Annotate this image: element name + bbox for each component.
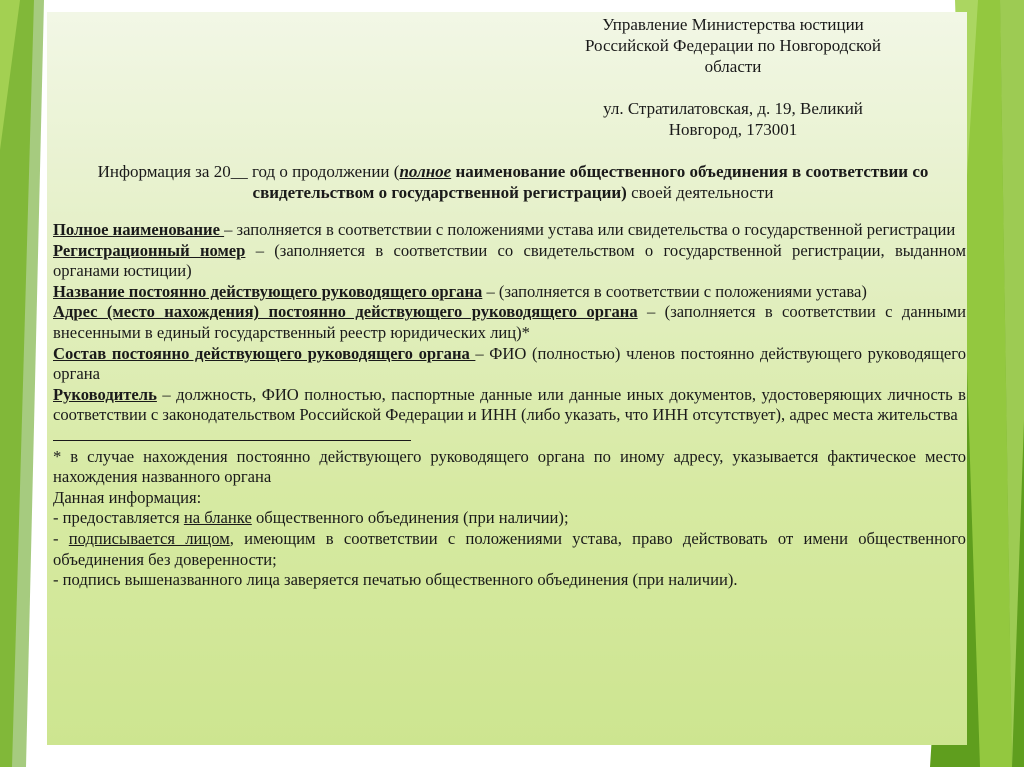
title-italic-word: полное [399, 162, 452, 181]
note-1-underlined: на бланке [183, 508, 252, 528]
document-title [63, 161, 963, 203]
address-text: – (заполняется в соответствии с данными внесенными в единый государственный реестр юридических лиц)* [53, 302, 966, 342]
org-line-1: Управление Министерства юстиции [602, 15, 864, 34]
address-label: Адрес (место нахождения) постоянно действующего руководящего органа [53, 302, 638, 322]
item-head [53, 385, 966, 426]
footnote-separator [53, 428, 411, 441]
item-body-name [53, 282, 966, 303]
footnote: * в случае нахождения постоянно действующего руководящего органа по иному адресу, указывается фактическое место нахождения названного органа [53, 446, 966, 487]
composition-text: – ФИО (полностью) членов постоянно действующего руководящего органа [53, 343, 966, 384]
body-name-text: – (заполняется в соответствии с положениями устава) [482, 281, 867, 301]
title-suffix: своей деятельности [626, 183, 774, 202]
note-2-suffix: , имеющим в соответствии с положениями устава, право действовать от имени общественного объединения без доверенности; [53, 528, 966, 569]
head-label: Руководитель [53, 384, 157, 404]
item-full-name [53, 220, 966, 241]
item-composition [53, 344, 966, 385]
head-text: – должность, ФИО полностью, паспортные данные или данные иных документов, удостоверяющих личность в соответствии с законодательством Российской Федерации и ИНН (либо указать, что ИНН отсутствует), адрес места жительства [53, 384, 966, 425]
separator-line [53, 426, 966, 447]
note-line-2 [53, 529, 966, 570]
notes-intro: Данная информация: [53, 487, 202, 507]
document-content [53, 12, 966, 591]
item-reg-number [53, 241, 966, 282]
title-prefix: Информация за 20__ год о продолжении ( [97, 162, 400, 181]
note-1-prefix: - предоставляется [53, 508, 184, 528]
note-line-1 [53, 508, 966, 529]
full-name-text: – заполняется в соответствии с положениями устава или свидетельства о государственной регистрации [224, 220, 956, 239]
reg-number-label: Регистрационный номер [53, 240, 246, 260]
org-line-3: области [704, 57, 762, 76]
document-body [53, 220, 966, 591]
recipient-header [503, 14, 963, 140]
title-bold-rest: наименование общественного объединения в соответствии со свидетельством о государственной регистрации) [252, 162, 929, 202]
org-line-2: Российской Федерации по Новгородской [585, 36, 881, 55]
note-line-3: - подпись вышеназванного лица заверяется печатью общественного объединения (при наличии). [53, 570, 738, 590]
note-1-suffix: общественного объединения (при наличии); [251, 508, 569, 528]
note-2-underlined: подписывается лицом [68, 528, 230, 548]
address-line-1: ул. Стратилатовская, д. 19, Великий [603, 99, 863, 118]
full-name-label: Полное наименование [53, 220, 225, 239]
reg-number-text: – (заполняется в соответствии со свидетельством о государственной регистрации, выданном органами юстиции) [53, 240, 966, 281]
body-name-label: Название постоянно действующего руководящего органа [53, 281, 483, 301]
note-2-prefix: - [53, 528, 69, 548]
left-stripe-dark [0, 0, 44, 767]
composition-label: Состав постоянно действующего руководящего органа [53, 343, 476, 363]
item-address [53, 302, 966, 343]
address-line-2: Новгород, 173001 [668, 120, 798, 139]
